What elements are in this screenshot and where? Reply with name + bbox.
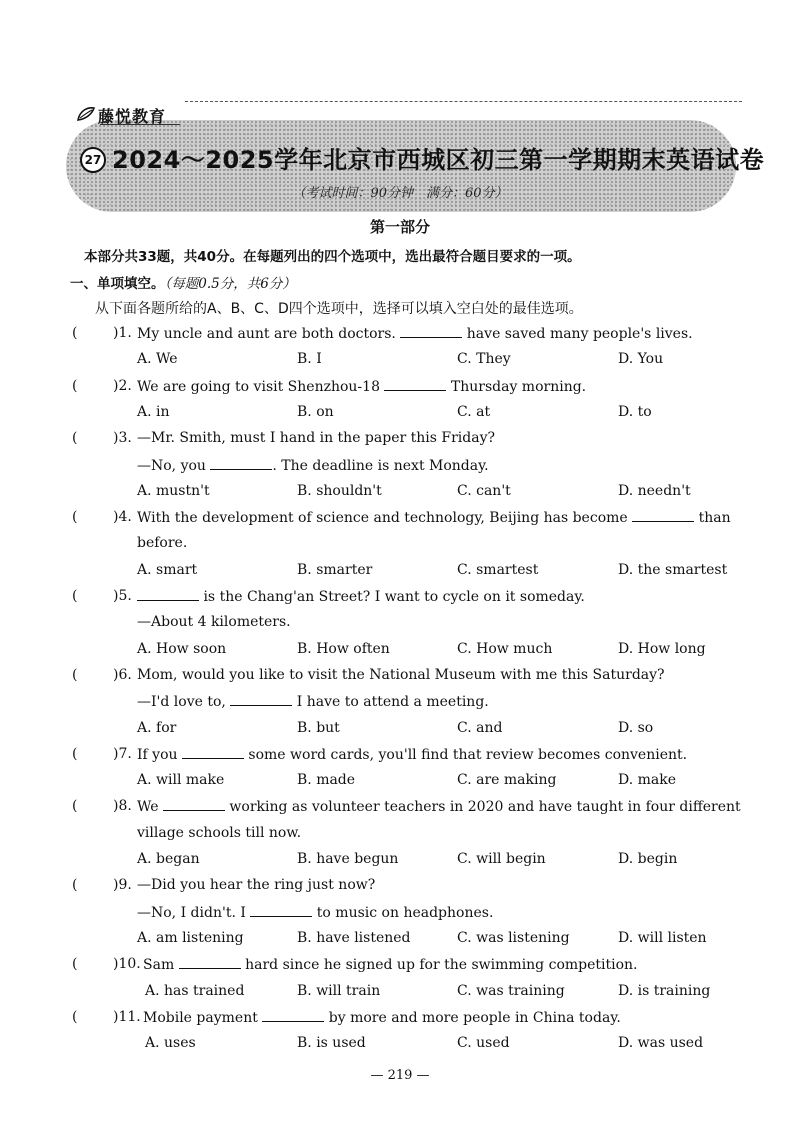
answer-bracket[interactable]: ( <box>72 588 78 604</box>
question-text-segment: —No, I didn't. I <box>137 904 251 921</box>
part-intro: 本部分共33题，共40分。在每题列出的四个选项中，选出最符合题目要求的一项。 <box>84 249 581 265</box>
part-title: 第一部分 <box>369 218 430 236</box>
option-d[interactable]: D. begin <box>618 851 678 867</box>
question-number: )4. <box>113 509 132 526</box>
option-a[interactable]: A. How soon <box>137 640 227 657</box>
question-text <box>137 457 489 474</box>
question-number: )11. <box>113 1008 141 1025</box>
question-text-segment: —No, you <box>137 457 211 474</box>
question-text-segment: My uncle and aunt are both doctors. <box>137 326 401 342</box>
option-a[interactable]: A. will make <box>137 772 225 789</box>
question-text-segment: have saved many people's lives. <box>462 326 693 342</box>
option-b[interactable]: B. I <box>297 351 322 368</box>
question-text-segment: Thursday morning. <box>446 378 587 395</box>
question-text-segment: —Mr. Smith, must I hand in the paper this Friday? <box>137 430 495 447</box>
question-text-segment: village schools till now. <box>137 824 302 841</box>
option-d[interactable]: D. How long <box>618 640 706 657</box>
question-number: )2. <box>113 377 132 394</box>
question-text-segment: With the development of science and technology, Beijing has become <box>137 510 633 527</box>
option-b[interactable]: B. How often <box>297 640 390 657</box>
option-a[interactable]: A. has trained <box>145 982 245 999</box>
question-number: )1. <box>113 325 132 341</box>
question-text-segment: than <box>694 510 731 527</box>
question-text-segment: We are going to visit Shenzhou-18 <box>137 378 385 395</box>
question-text-segment: I have to attend a meeting. <box>292 694 489 711</box>
option-a[interactable]: A. began <box>137 851 200 867</box>
question-number: )9. <box>113 877 132 894</box>
question-text-segment: some word cards, you'll find that review becomes convenient. <box>243 746 688 763</box>
question-number: )5. <box>113 588 132 604</box>
option-a[interactable]: A. We <box>137 351 178 368</box>
option-a[interactable]: A. in <box>137 403 170 420</box>
section-heading: 一、单项填空。 <box>70 276 165 292</box>
question-text <box>137 825 301 841</box>
option-a[interactable]: A. uses <box>145 1035 196 1052</box>
answer-blank[interactable] <box>632 509 694 522</box>
option-d[interactable]: D. is training <box>618 982 711 999</box>
option-d[interactable]: D. make <box>618 772 677 789</box>
question-text-segment: before. <box>137 535 188 552</box>
header-divider <box>185 101 742 102</box>
question-number: )3. <box>113 430 132 447</box>
option-b[interactable]: B. will train <box>297 982 381 999</box>
answer-bracket[interactable]: ( <box>72 745 78 762</box>
question-text <box>137 588 585 605</box>
answer-blank[interactable] <box>250 904 312 917</box>
option-a[interactable]: A. smart <box>137 561 198 578</box>
question-text <box>137 614 291 630</box>
question-text-segment: . The deadline is next Monday. <box>272 457 489 474</box>
option-d[interactable]: D. needn't <box>618 482 691 499</box>
question-text-segment: If you <box>137 746 182 763</box>
section-title <box>70 272 296 292</box>
question-text-segment: hard since he signed up for the swimming competition. <box>240 957 638 974</box>
question-number: )6. <box>113 666 132 683</box>
question-text <box>137 746 687 763</box>
option-a[interactable]: A. mustn't <box>137 482 210 499</box>
question-number: )10. <box>113 956 141 973</box>
answer-blank[interactable] <box>179 956 241 969</box>
logo-text: 藤悦教育 <box>98 107 167 126</box>
question-text-segment: Mom, would you like to visit the National Museum with me this Saturday? <box>137 666 665 683</box>
page-number: — 219 — <box>370 1068 430 1083</box>
question-number: )7. <box>113 745 132 762</box>
option-b[interactable]: B. smarter <box>297 561 373 578</box>
answer-bracket[interactable]: ( <box>72 1008 78 1025</box>
option-d[interactable]: D. You <box>618 351 664 368</box>
question-text <box>137 693 489 710</box>
option-d[interactable]: D. will listen <box>618 929 707 946</box>
question-text <box>137 904 493 921</box>
question-text <box>143 1009 621 1026</box>
question-number: )8. <box>113 798 132 815</box>
question-text-segment: by more and more people in China today. <box>324 1009 621 1026</box>
question-text-segment: working as volunteer teachers in 2020 and have taught in four different <box>224 799 741 816</box>
answer-bracket[interactable]: ( <box>72 325 78 341</box>
question-text <box>137 430 495 446</box>
question-text <box>137 325 693 342</box>
option-d[interactable]: D. so <box>618 719 654 736</box>
answer-blank[interactable] <box>262 1009 324 1022</box>
option-c[interactable]: C. was listening <box>457 929 570 946</box>
publisher-logo <box>76 104 186 130</box>
answer-bracket[interactable]: ( <box>72 877 78 894</box>
exam-info: （考试时间：90分钟 满分：60分） <box>292 186 508 201</box>
question-text <box>137 378 586 395</box>
option-c[interactable]: C. How much <box>457 640 553 657</box>
option-d[interactable]: D. the smartest <box>618 561 728 578</box>
answer-blank[interactable] <box>210 457 272 470</box>
option-c[interactable]: C. and <box>457 719 503 736</box>
question-text-segment: is the Chang'an Street? I want to cycle on it someday. <box>199 589 585 605</box>
option-c[interactable]: C. used <box>457 1035 510 1052</box>
answer-bracket[interactable]: ( <box>72 798 78 815</box>
question-text <box>137 509 731 526</box>
option-c[interactable]: C. at <box>457 403 491 420</box>
option-a[interactable]: A. for <box>137 719 177 736</box>
leaf-logo-icon <box>76 106 96 122</box>
question-text <box>137 667 665 683</box>
answer-bracket[interactable]: ( <box>72 430 78 447</box>
exam-title: 2024～2025学年北京市西城区初三第一学期期末英语试卷 <box>112 146 765 174</box>
section-points: （每题0.5分，共6分） <box>164 276 296 292</box>
question-text <box>137 535 187 551</box>
option-b[interactable]: B. shouldn't <box>297 482 382 499</box>
option-b[interactable]: B. have begun <box>297 851 399 867</box>
answer-bracket[interactable]: ( <box>72 509 78 526</box>
section-direction: 从下面各题所给的A、B、C、D四个选项中，选择可以填入空白处的最佳选项。 <box>95 301 583 317</box>
option-d[interactable]: D. to <box>618 403 652 420</box>
answer-blank[interactable] <box>137 588 199 601</box>
exam-number-badge: 27 <box>80 147 106 173</box>
question-text-segment: to music on headphones. <box>312 904 494 921</box>
question-text-segment: We <box>137 799 163 816</box>
option-c[interactable]: C. can't <box>457 482 511 499</box>
question-text-segment: —About 4 kilometers. <box>137 614 291 631</box>
option-b[interactable]: B. made <box>297 772 356 789</box>
option-d[interactable]: D. was used <box>618 1035 704 1052</box>
question-text-segment: Mobile payment <box>143 1009 263 1026</box>
option-c[interactable]: C. will begin <box>457 851 546 867</box>
answer-blank[interactable] <box>163 798 225 811</box>
question-text <box>143 956 638 973</box>
question-text-segment: —I'd love to, <box>137 694 231 711</box>
option-b[interactable]: B. have listened <box>297 929 411 946</box>
option-c[interactable]: C. smartest <box>457 561 539 578</box>
option-c[interactable]: C. are making <box>457 772 557 789</box>
answer-bracket[interactable]: ( <box>72 956 78 973</box>
answer-blank[interactable] <box>230 693 292 706</box>
answer-blank[interactable] <box>384 378 446 391</box>
logo-underline <box>100 124 180 125</box>
question-text-segment: Sam <box>143 957 179 974</box>
option-b[interactable]: B. is used <box>297 1035 366 1052</box>
answer-blank[interactable] <box>182 746 244 759</box>
question-text-segment: —Did you hear the ring just now? <box>137 877 376 894</box>
option-a[interactable]: A. am listening <box>137 929 244 946</box>
option-c[interactable]: C. was training <box>457 982 565 999</box>
answer-blank[interactable] <box>400 325 462 338</box>
answer-bracket[interactable]: ( <box>72 377 78 394</box>
option-b[interactable]: B. but <box>297 719 340 736</box>
option-b[interactable]: B. on <box>297 403 334 420</box>
question-text <box>137 798 741 815</box>
question-text <box>137 877 375 893</box>
answer-bracket[interactable]: ( <box>72 666 78 683</box>
option-c[interactable]: C. They <box>457 351 511 368</box>
